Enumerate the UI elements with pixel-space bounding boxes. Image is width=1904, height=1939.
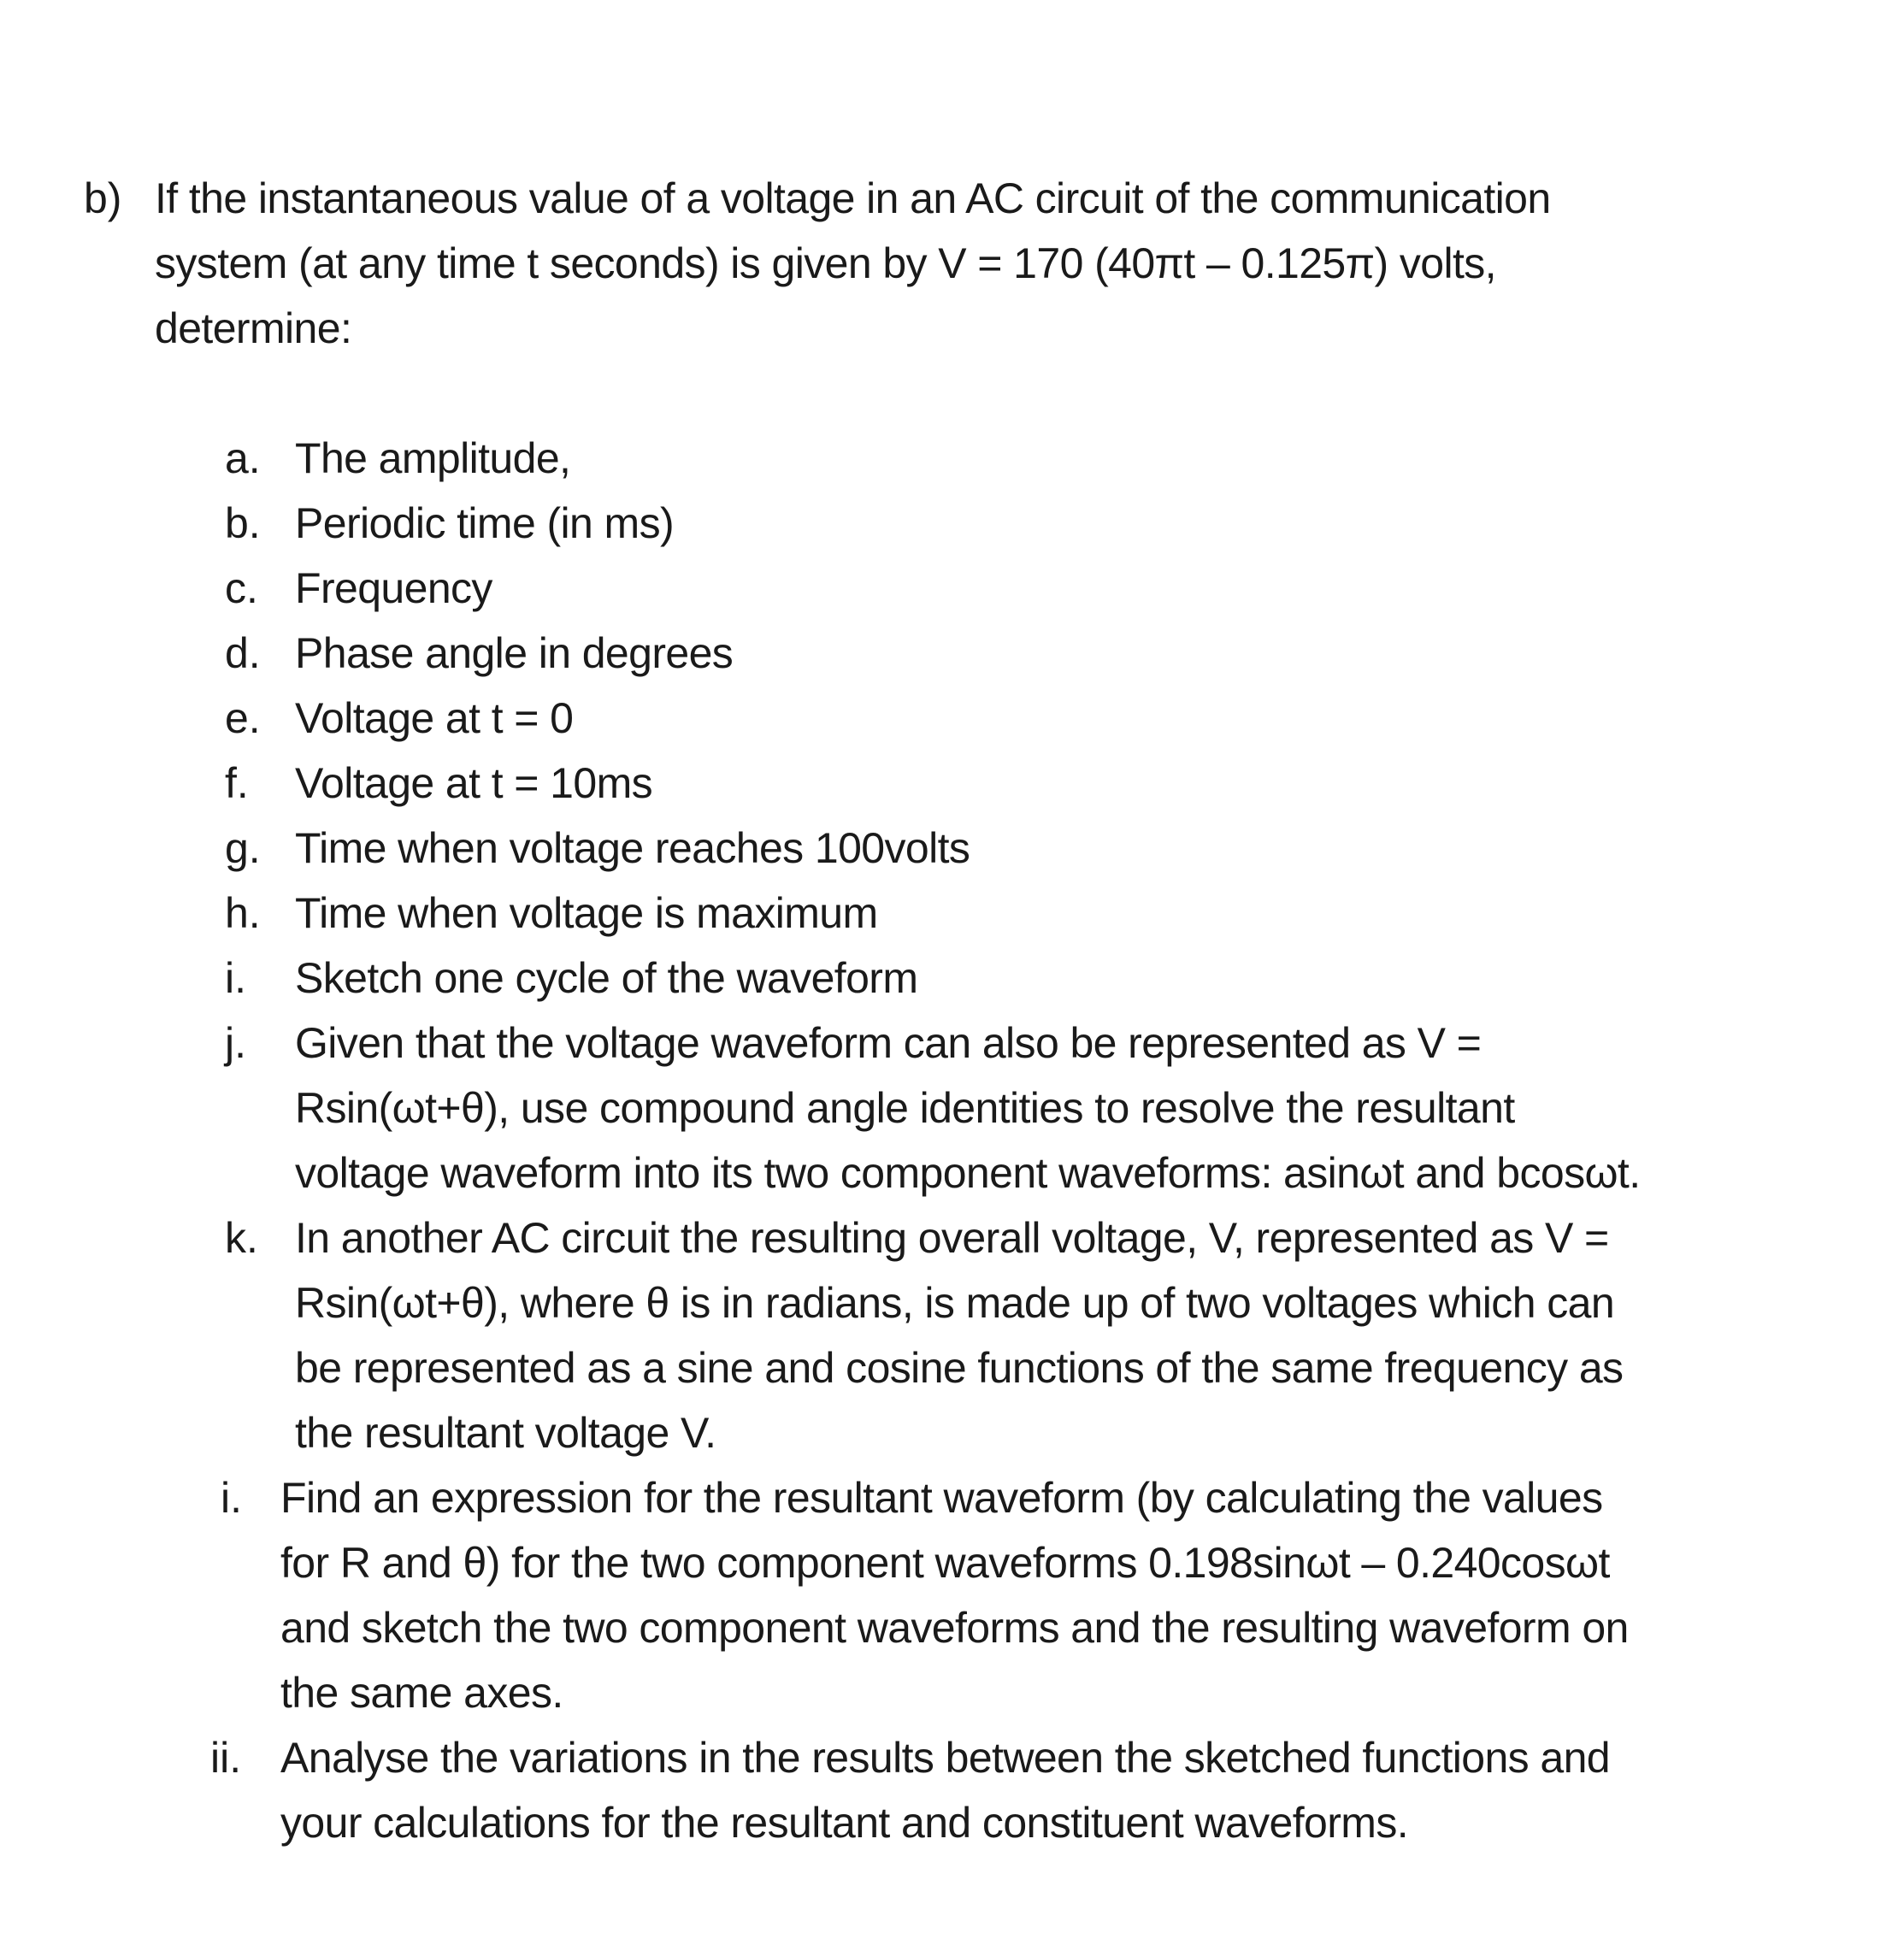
item-text-j-line: Given that the voltage waveform can also be represented as V = bbox=[295, 1019, 1482, 1067]
item-text-d: Phase angle in degrees bbox=[295, 629, 734, 677]
item-text-j-line: Rsin(ωt+θ), use compound angle identities to resolve the resultant bbox=[295, 1084, 1515, 1132]
subitem-label-ii: ii. bbox=[210, 1734, 242, 1782]
item-label-j: j. bbox=[225, 1019, 246, 1067]
item-text-h: Time when voltage is maximum bbox=[295, 889, 878, 937]
item-label-f: f. bbox=[225, 759, 249, 807]
question-text-line: system (at any time t seconds) is given by V = 170 (40πt – 0.125π) volts, bbox=[155, 239, 1496, 287]
question-label: b) bbox=[84, 174, 122, 222]
item-label-c: c. bbox=[225, 564, 258, 612]
subitem-text-i-line: and sketch the two component waveforms and the resulting waveform on bbox=[280, 1604, 1629, 1652]
item-text-b: Periodic time (in ms) bbox=[295, 499, 675, 547]
item-text-e: Voltage at t = 0 bbox=[295, 694, 574, 742]
item-text-f: Voltage at t = 10ms bbox=[295, 759, 653, 807]
subitem-text-ii-line: your calculations for the resultant and constituent waveforms. bbox=[280, 1799, 1409, 1847]
item-label-e: e. bbox=[225, 694, 261, 742]
subitem-label-i: i. bbox=[221, 1474, 242, 1522]
item-label-h: h. bbox=[225, 889, 261, 937]
item-label-i: i. bbox=[225, 954, 246, 1002]
item-text-k-line: In another AC circuit the resulting overall voltage, V, represented as V = bbox=[295, 1214, 1609, 1262]
item-text-k-line: the resultant voltage V. bbox=[295, 1409, 716, 1457]
item-label-g: g. bbox=[225, 824, 261, 872]
subitem-text-ii-line: Analyse the variations in the results between the sketched functions and bbox=[280, 1734, 1610, 1782]
item-text-g: Time when voltage reaches 100volts bbox=[295, 824, 970, 872]
item-label-d: d. bbox=[225, 629, 261, 677]
item-text-c: Frequency bbox=[295, 564, 492, 612]
item-text-a: The amplitude, bbox=[295, 434, 571, 482]
question-text-line: If the instantaneous value of a voltage in an AC circuit of the communication bbox=[155, 174, 1551, 222]
question-text-line: determine: bbox=[155, 304, 352, 352]
item-text-k-line: be represented as a sine and cosine functions of the same frequency as bbox=[295, 1344, 1624, 1392]
subitem-text-i-line: Find an expression for the resultant waveform (by calculating the values bbox=[280, 1474, 1603, 1522]
item-text-j-line: voltage waveform into its two component waveforms: asinωt and bcosωt. bbox=[295, 1149, 1641, 1197]
subitem-text-i-line: the same axes. bbox=[280, 1669, 563, 1717]
item-label-a: a. bbox=[225, 434, 261, 482]
item-label-b: b. bbox=[225, 499, 261, 547]
item-label-k: k. bbox=[225, 1214, 258, 1262]
item-text-k-line: Rsin(ωt+θ), where θ is in radians, is made up of two voltages which can bbox=[295, 1279, 1615, 1327]
subitem-text-i-line: for R and θ) for the two component waveforms 0.198sinωt – 0.240cosωt bbox=[280, 1539, 1610, 1587]
item-text-i: Sketch one cycle of the waveform bbox=[295, 954, 918, 1002]
